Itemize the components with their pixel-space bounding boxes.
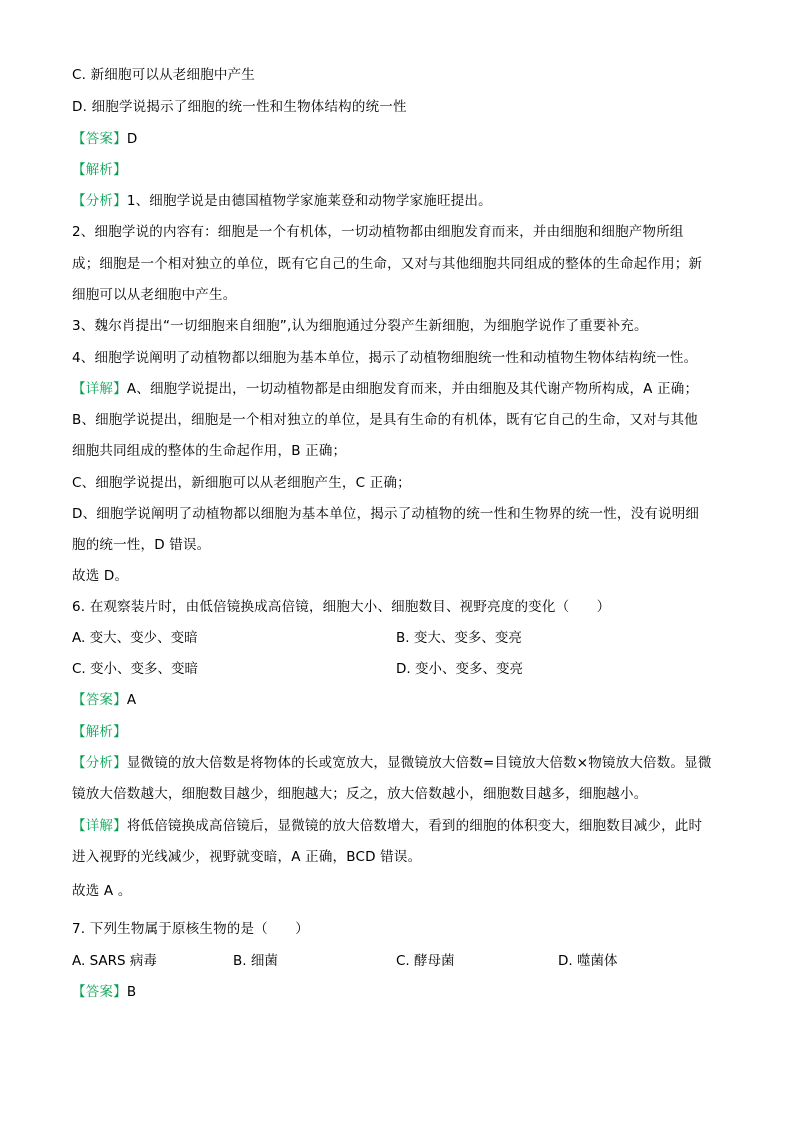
q5-xiangjie-d-line1: D、细胞学说阐明了动植物都以细胞为基本单位，揭示了动植物的统一性和生物界的统一性，没有说明细 — [72, 506, 700, 522]
q6-stem: 6. 在观察装片时，由低倍镜换成高倍镜，细胞大小、细胞数目、视野亮度的变化（ ） — [72, 599, 611, 615]
xiangjie-tag: 【详解】 — [72, 818, 127, 834]
q5-xiangjie-c: C、细胞学说提出，新细胞可以从老细胞产生，C 正确； — [72, 475, 411, 491]
q5-option-d: D. 细胞学说揭示了细胞的统一性和生物体结构的统一性 — [72, 99, 407, 115]
fenxi-tag: 【分析】 — [72, 755, 127, 771]
q6-xiangjie-line1 — [72, 817, 702, 835]
q6-jiexi-tag: 【解析】 — [72, 724, 127, 740]
xiangjie-tag: 【详解】 — [72, 381, 127, 397]
q7-option-c: C. 酵母菌 — [396, 953, 455, 969]
q5-point2-line3: 细胞可以从老细胞中产生。 — [72, 287, 237, 303]
q6-option-c: C. 变小、变多、变暗 — [72, 661, 199, 677]
xiangjie-text: 将低倍镜换成高倍镜后，显微镜的放大倍数增大，看到的细胞的体积变大，细胞数目减少，此时 — [126, 818, 703, 834]
q5-xiangjie-d-line2: 胞的统一性，D 错误。 — [72, 537, 211, 553]
q5-point2-line1: 2、细胞学说的内容有：细胞是一个有机体，一切动植物都由细胞发育而来，并由细胞和细胞产物所组 — [72, 224, 684, 240]
q7-option-a: A. SARS 病毒 — [72, 953, 157, 969]
q5-xiangjie-b-line1: B、细胞学说提出，细胞是一个相对独立的单位，是具有生命的有机体，既有它自己的生命，又对与其他 — [72, 412, 698, 428]
q7-option-d: D. 噬菌体 — [558, 953, 618, 969]
q6-fenxi-line2: 镜放大倍数越大，细胞数目越少，细胞越大；反之，放大倍数越小，细胞数目越多，细胞越小。 — [72, 786, 648, 802]
q5-jiexi-tag: 【解析】 — [72, 162, 127, 178]
q5-guxuan: 故选 D。 — [72, 568, 129, 584]
q6-option-a: A. 变大、变少、变暗 — [72, 630, 198, 646]
fenxi-tag: 【分析】 — [72, 193, 127, 209]
fenxi-text: 显微镜的放大倍数是将物体的长或宽放大，显微镜放大倍数=目镜放大倍数×物镜放大倍数。显微 — [126, 755, 712, 771]
q6-option-d: D. 变小、变多、变亮 — [396, 661, 523, 677]
q6-guxuan: 故选 A 。 — [72, 883, 132, 899]
q5-fenxi — [72, 192, 492, 210]
xiangjie-a: A、细胞学说提出，一切动植物都是由细胞发育而来，并由细胞及其代谢产物所构成，A 正确； — [126, 381, 699, 397]
answer-value: A — [126, 692, 137, 708]
q7-answer — [72, 983, 136, 1001]
fenxi-text: 1、细胞学说是由德国植物学家施莱登和动物学家施旺提出。 — [126, 193, 492, 209]
q7-stem: 7. 下列生物属于原核生物的是（ ） — [72, 921, 309, 937]
q5-point3: 3、魏尔肖提出“一切细胞来自细胞”,认为细胞通过分裂产生新细胞，为细胞学说作了重要补充。 — [72, 318, 648, 334]
q6-option-b: B. 变大、变多、变亮 — [396, 630, 522, 646]
q5-point2-line2: 成；细胞是一个相对独立的单位，既有它自己的生命，又对与其他细胞共同组成的整体的生命起作用；新 — [72, 256, 703, 272]
answer-tag: 【答案】 — [72, 984, 127, 1000]
q6-answer — [72, 691, 136, 709]
q5-option-c: C. 新细胞可以从老细胞中产生 — [72, 67, 256, 83]
q5-answer — [72, 130, 137, 148]
answer-value: D — [126, 131, 138, 147]
q5-xiangjie-b-line2: 细胞共同组成的整体的生命起作用，B 正确； — [72, 443, 347, 459]
q7-option-b: B. 细菌 — [233, 953, 278, 969]
answer-tag: 【答案】 — [72, 131, 127, 147]
answer-value: B — [126, 984, 137, 1000]
q6-fenxi-line1 — [72, 754, 712, 772]
answer-tag: 【答案】 — [72, 692, 127, 708]
q6-xiangjie-line2: 进入视野的光线减少，视野就变暗，A 正确，BCD 错误。 — [72, 849, 422, 865]
q5-xiangjie — [72, 380, 698, 398]
q5-point4: 4、细胞学说阐明了动植物都以细胞为基本单位，揭示了动植物细胞统一性和动植物生物体结构统一性。 — [72, 350, 698, 366]
